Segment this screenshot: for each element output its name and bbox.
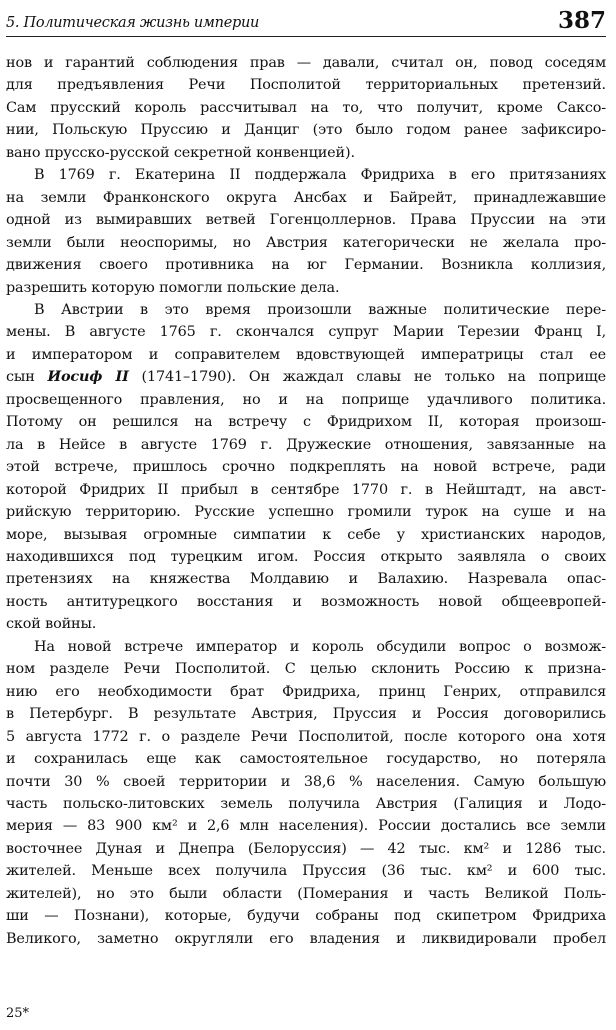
text-line: часть польско-литовских земель получила Австрия (Галиция и Лодо- [6, 795, 606, 812]
text-line: ла в Нейсе в августе 1769 г. Дружеские отношения, завязанные на [6, 436, 606, 453]
text-line: море, вызывая огромные симпатии к себе у христианских народов, [6, 526, 606, 543]
text-line: просвещенного правления, но и на поприще удачливого политика. [6, 391, 606, 408]
text-line: для предъявления Речи Посполитой территориальных претензий. [6, 77, 606, 94]
text-line: претензиях на княжества Молдавию и Валахию. Назревала опас- [6, 571, 606, 588]
signature-mark: 25* [6, 1006, 30, 1021]
text-line: нию его необходимости брат Фридриха, принц Генрих, отправился [6, 683, 606, 700]
text-line: ши — Познани), которые, будучи собраны под скипетром Фридриха [6, 908, 606, 925]
text-line: и императором и соправителем вдовствующей императрицы стал ее [6, 346, 606, 363]
text-line: В Австрии в это время произошли важные политические пере- [34, 301, 606, 318]
text-line: восточнее Дуная и Днепра (Белоруссия) — 42 тыс. км² и 1286 тыс. [6, 840, 606, 857]
text-line: на земли Франконского округа Ансбах и Байрейт, принадлежавшие [6, 189, 606, 206]
text-segment: (1741–1790). Он жаждал славы не только на поприще [128, 369, 606, 386]
text-line-emphasis [6, 366, 606, 388]
text-line: В 1769 г. Екатерина II поддержала Фридриха в его притязаниях [34, 167, 606, 184]
text-line: нии, Польскую Пруссию и Данциг (это было годом ранее зафиксиро- [6, 122, 606, 139]
text-line: ность антитурецкого восстания и возможность новой общеевропей- [6, 593, 606, 610]
text-line: разрешить которую помогли польские дела. [6, 279, 340, 296]
text-line: ской войны. [6, 616, 97, 633]
page-number: 387 [557, 7, 606, 34]
body-text [6, 52, 606, 950]
running-header [6, 2, 606, 37]
text-line: На новой встрече император и король обсудили вопрос о возмож- [34, 638, 606, 655]
text-line: 5 августа 1772 г. о разделе Речи Посполитой, после которого она хотя [6, 728, 606, 745]
emphasized-name: Иосиф II [47, 368, 129, 386]
text-line: ном разделе Речи Посполитой. С целью склонить Россию к призна- [6, 661, 606, 678]
text-line: одной из вымиравших ветвей Гогенцоллернов. Права Пруссии на эти [6, 212, 606, 229]
text-segment: сын [6, 369, 48, 386]
text-line: и сохранилась еще как самостоятельное государство, но потеряла [6, 751, 606, 768]
text-line: жителей. Меньше всех получила Пруссия (36 тыс. км² и 600 тыс. [6, 863, 606, 880]
text-line: земли были неоспоримы, но Австрия категорически не желала про- [6, 234, 606, 251]
text-line: находившихся под турецким игом. Россия открыто заявляла о своих [6, 548, 606, 565]
text-line: Сам прусский король рассчитывал на то, что получит, кроме Саксо- [6, 99, 606, 116]
text-line: Великого, заметно округляли его владения и ликвидировали пробел [6, 930, 606, 947]
text-line: которой Фридрих II прибыл в сентябре 1770 г. в Нейштадт, на авст- [6, 481, 606, 498]
text-line: мерия — 83 900 км² и 2,6 млн населения). России достались все земли [6, 818, 606, 835]
text-line: этой встрече, пришлось срочно подкреплять на новой встрече, ради [6, 459, 606, 476]
text-line: нов и гарантий соблюдения прав — давали, считал он, повод соседям [6, 55, 606, 71]
text-line: движения своего противника на юг Германии. Возникла коллизия, [6, 257, 606, 274]
text-line: мены. В августе 1765 г. скончался супруг Марии Терезии Франц I, [6, 324, 606, 341]
running-title: 5. Политическая жизнь империи [6, 15, 260, 31]
text-line: жителей), но это были области (Померания и часть Великой Поль- [6, 885, 606, 902]
text-line: почти 30 % своей территории и 38,6 % населения. Самую большую [6, 773, 606, 790]
text-line: рийскую территорию. Русские успешно громили турок на суше и на [6, 504, 606, 521]
text-line: в Петербург. В результате Австрия, Пруссия и Россия договорились [6, 706, 606, 723]
text-line: Потому он решился на встречу с Фридрихом II, которая произош- [6, 414, 606, 431]
text-line: вано прусско-русской секретной конвенцией). [6, 144, 355, 161]
